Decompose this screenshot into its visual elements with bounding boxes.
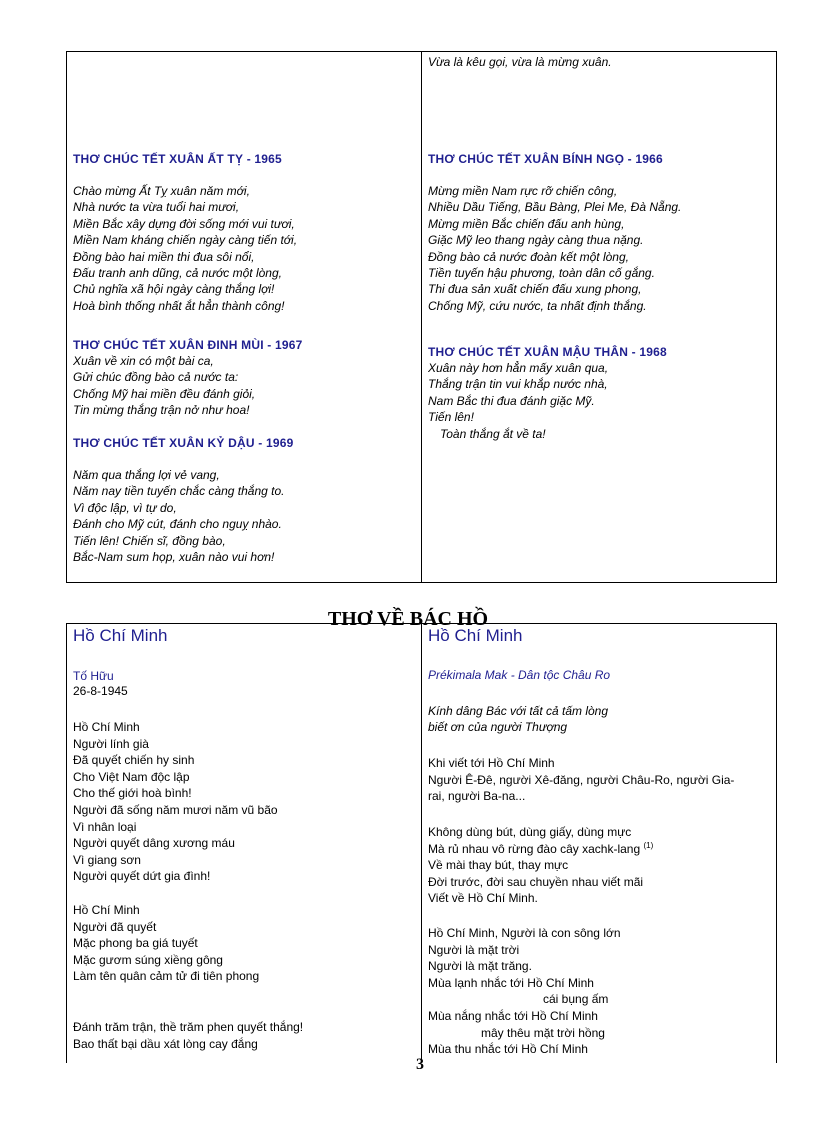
poem-title: THƠ CHÚC TẾT XUÂN ĐINH MÙI - 1967 [73,338,303,352]
poem-line: Chào mừng Ất Tỵ xuân năm mới, [73,184,250,198]
poem-lines [428,857,774,907]
top-table-divider [421,52,422,582]
poem-line: Hồ Chí Minh [73,903,140,917]
poem-line: Vừa là kêu gọi, vừa là mừng xuân. [428,55,612,69]
footnote-marker: (1) [643,840,654,850]
poem-line: Miền Nam kháng chiến ngày càng tiến tới, [73,233,298,248]
poem-line: Đồng bào hai miền thi đua sôi nổi, [73,249,255,264]
poem-at-ty [73,151,419,314]
poem-date: 26-8-1945 [73,684,128,698]
poem-line: Vì nhân loại [73,819,137,834]
poem-line: Đã quyết chiến hy sinh [73,753,195,768]
poem-line: Bắc-Nam sum họp, xuân nào vui hơn! [73,550,275,565]
poem-line: Hoà bình thống nhất ắt hẳn thành công! [73,298,285,313]
poem-line: Thi đua sản xuất chiến đấu xung phong, [428,282,642,297]
page-number: 3 [416,1056,424,1073]
poem-title: THƠ CHÚC TẾT XUÂN BÍNH NGỌ - 1966 [428,152,663,166]
poem-line: Mùa nắng nhắc tới Hồ Chí Minh [428,1008,598,1023]
poem-lines [428,360,774,426]
poem-lines [428,925,774,991]
poem-line: Đánh cho Mỹ cút, đánh cho nguỵ nhào. [73,517,282,532]
poem-line: Toàn thắng ắt về ta! [440,426,546,441]
poem-line: Khi viết tới Hồ Chí Minh [428,756,555,770]
poem-line: Người đã quyết [73,919,157,934]
poem-line: Chống Mỹ hai miền đều đánh giỏi, [73,386,256,401]
poem-line: Mừng miền Nam rực rỡ chiến công, [428,184,618,198]
poem-line: Gửi chúc đồng bào cả nước ta: [73,370,239,385]
bottom-poem-table [66,623,777,1063]
poem-line: Thắng trận tin vui khắp nước nhà, [428,377,608,392]
poem-line [428,841,774,858]
poem-line: Năm nay tiền tuyến chắc càng thắng to. [73,484,285,499]
poem-line: Mặc gươm súng xiềng gông [73,952,223,967]
poem-line: cái bụng ấm [543,992,609,1007]
top-right-cell [428,52,774,582]
poem-line: Xuân về xin có một bài ca, [73,354,214,368]
poem-line: Đánh trăm trận, thề trăm phen quyết thắng! [73,1020,304,1034]
poem-line: Mặc phong ba giá tuyết [73,936,198,951]
top-left-cell [73,52,419,582]
poem-lines [73,353,419,419]
poem-line: Nhiều Dầu Tiếng, Bầu Bàng, Plei Me, Đà Nẵng. [428,200,682,215]
poem-author: Prékimala Mak - Dân tộc Châu Ro [428,668,611,682]
poem-line: Mùa thu nhắc tới Hồ Chí Minh [428,1042,588,1056]
poem-line: rai, người Ba-na... [428,789,526,804]
poem-author: Tố Hữu [73,669,114,683]
poem-line: Người là mặt trời [428,942,520,957]
poem-line: Chống Mỹ, cứu nước, ta nhất định thắng. [428,298,647,313]
bottom-right-cell [428,624,774,1056]
poem-line: Giặc Mỹ leo thang ngày càng thua nặng. [428,233,644,248]
poem-stanza [73,1019,419,1052]
poem-lines [428,183,774,314]
poem-line: Cho Việt Nam độc lập [73,769,190,784]
continued-line [428,54,774,70]
poem-stanza [428,925,774,1056]
top-poem-table [66,51,777,583]
poem-line: Người là mặt trăng. [428,959,532,974]
poem-line: Về mài thay bút, thay mực [428,858,569,873]
poem-line: Mùa lạnh nhắc tới Hồ Chí Minh [428,975,594,990]
poem-line: Tin mừng thắng trận nở như hoa! [73,403,250,418]
poem-line: Vì độc lập, vì tự do, [73,500,177,515]
poem-line: Xuân này hơn hẳn mấy xuân qua, [428,361,609,375]
poem-line: Người đã sống năm mươi năm vũ bão [73,802,278,817]
poem-line: Nam Bắc thi đua đánh giặc Mỹ. [428,393,595,408]
poem-line: Cho thế giới hoà bình! [73,786,192,801]
poem-line: Người Ê-Đê, người Xê-đăng, người Châu-Ro, người Gia- [428,772,735,787]
poem-line: Tiến lên! Chiến sĩ, đồng bào, [73,533,226,548]
poem-line: Đấu tranh anh dũng, cả nước một lòng, [73,266,282,281]
bottom-left-cell [73,624,419,1056]
poem-line: Người quyết dứt gia đình! [73,869,211,884]
poem-stanza [73,719,419,885]
poem-binh-ngo [428,151,774,314]
poem-line: Tiến lên! [428,410,474,425]
poem-lines [73,467,419,565]
poem-stanza [428,824,774,907]
poem-title: Hồ Chí Minh [428,626,523,645]
poem-line: biết ơn của người Thượng [428,720,568,735]
poem-line: Nhà nước ta vừa tuổi hai mươi, [73,200,240,215]
poem-line: Tiền tuyến hậu phương, toàn dân cố gắng. [428,266,655,281]
poem-title: THƠ CHÚC TẾT XUÂN ẤT TỴ - 1965 [73,152,282,166]
poem-line: Hồ Chí Minh [73,720,140,734]
poem-mau-than [428,344,774,442]
poem-ky-dau [73,435,419,565]
poem-line: Đời trước, đời sau chuyền nhau viết mãi [428,874,644,889]
poem-stanza [428,755,774,805]
poem-dinh-mui [73,337,419,419]
poem-line: Kính dâng Bác với tất cả tấm lòng [428,704,609,718]
poem-line: Người lính già [73,736,149,751]
poem-line-text: Mà rủ nhau vô rừng đào cây xachk-lang [428,841,641,856]
poem-line: Vì giang sơn [73,852,141,867]
poem-lines [73,183,419,314]
poem-line: Bao thất bại dầu xát lòng cay đắng [73,1036,258,1051]
poem-dedication [428,703,774,736]
poem-line: Mừng miền Bắc chiến đấu anh hùng, [428,216,625,231]
poem-title: THƠ CHÚC TẾT XUÂN KỶ DẬU - 1969 [73,436,294,450]
poem-line: mây thêu mặt trời hồng [481,1025,605,1040]
poem-line: Năm qua thắng lợi vẻ vang, [73,468,220,482]
poem-title: Hồ Chí Minh [73,626,168,645]
poem-line: Người quyết dâng xương máu [73,836,235,851]
poem-line: Miền Bắc xây dựng đời sống mới vui tươi, [73,216,295,231]
poem-line: Không dùng bút, dùng giấy, dùng mực [428,825,632,839]
poem-line: Chủ nghĩa xã hội ngày càng thắng lợi! [73,282,275,297]
bottom-table-divider [421,624,422,1063]
poem-line: Viết về Hồ Chí Minh. [428,891,538,906]
poem-title: THƠ CHÚC TẾT XUÂN MẬU THÂN - 1968 [428,345,667,359]
poem-stanza [73,902,419,985]
section-title: THƠ VỀ BÁC HỒ [327,608,489,630]
poem-line: Làm tên quân cảm tử đi tiên phong [73,969,260,984]
poem-line: Hồ Chí Minh, Người là con sông lớn [428,926,621,940]
poem-line: Đồng bào cả nước đoàn kết một lòng, [428,249,629,264]
